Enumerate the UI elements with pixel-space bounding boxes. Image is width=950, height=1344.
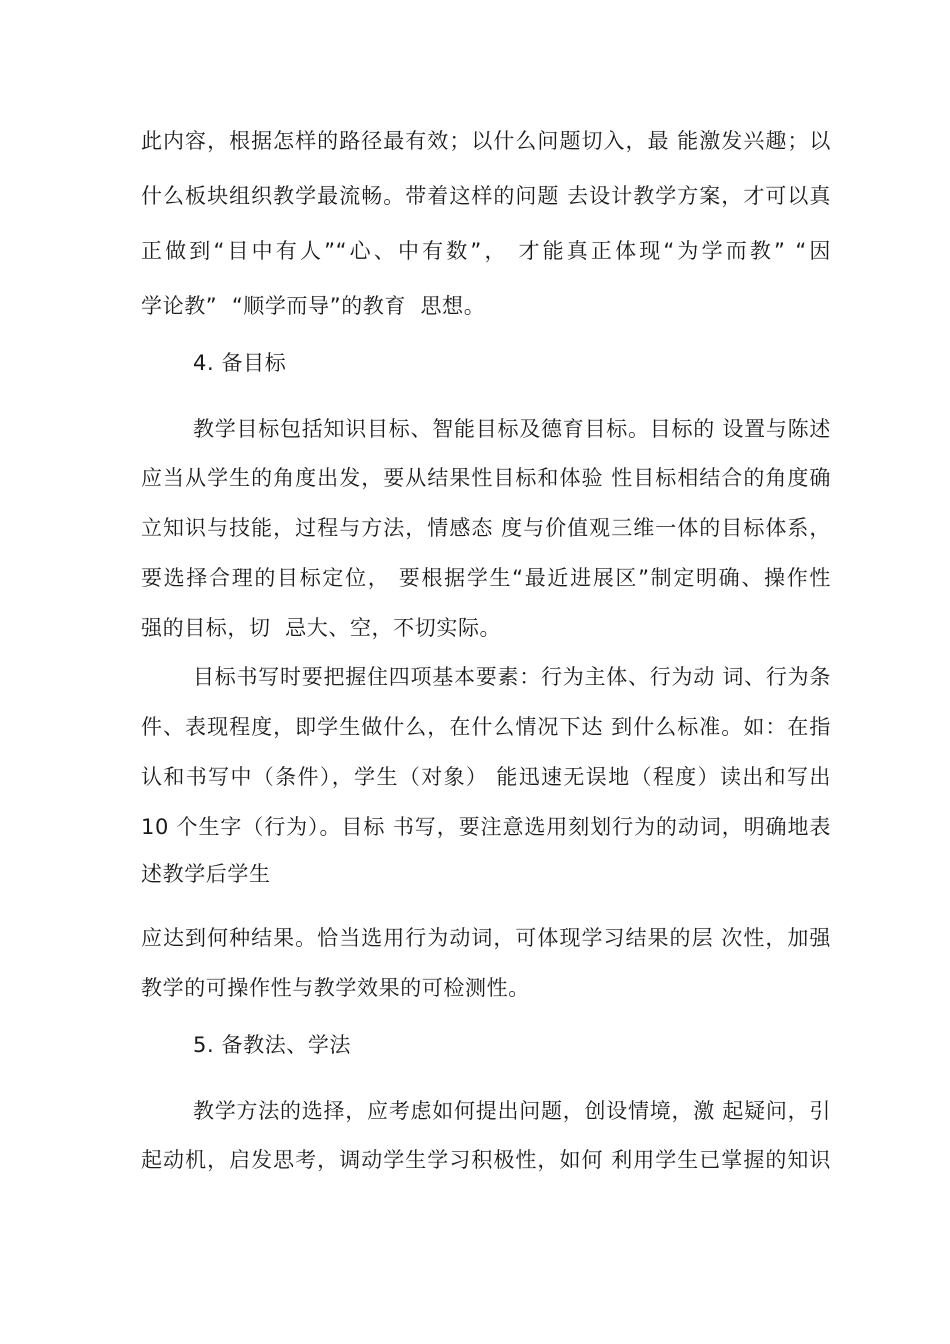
paragraph-1-line-3: 正做到“目中有人”“心、中有数”， 才能真正体现“为学而教” “因	[141, 239, 831, 263]
paragraph-3-line-5: 述教学后学生	[141, 862, 271, 886]
paragraph-2-line-5: 强的目标，切 忌大、空，不切实际。	[141, 616, 502, 640]
paragraph-1-line-1: 此内容，根据怎样的路径最有效；以什么问题切入，最 能激发兴趣；以	[141, 129, 831, 153]
paragraph-3-line-2: 件、表现程度，即学生做什么，在什么情况下达 到什么标准。如：在指	[141, 715, 831, 739]
paragraph-3-line-4: 10 个生字（行为）。目标 书写，要注意选用刻划行为的动词，明确地表	[141, 815, 831, 839]
section-heading-4: 4. 备目标	[193, 351, 287, 375]
paragraph-4-line-2: 教学的可操作性与教学效果的可检测性。	[141, 976, 530, 1000]
paragraph-2-line-3: 立知识与技能，过程与方法，情感态 度与价值观三维一体的目标体系，	[141, 516, 831, 540]
paragraph-3-line-3: 认和书写中（条件），学生（对象） 能迅速无误地（程度）读出和写出	[141, 765, 831, 789]
paragraph-4-line-1: 应达到何种结果。恰当选用行为动词，可体现学习结果的层 次性，加强	[141, 926, 831, 950]
paragraph-5-line-1: 教学方法的选择，应考虑如何提出问题，创设情境，激 起疑问，引	[193, 1099, 831, 1123]
paragraph-5-line-2: 起动机，启发思考，调动学生学习积极性，如何 利用学生已掌握的知识	[141, 1148, 831, 1172]
paragraph-3-line-1: 目标书写时要把握住四项基本要素：行为主体、行为动 词、行为条	[193, 665, 831, 689]
paragraph-1-line-2: 什么板块组织教学最流畅。带着这样的问题 去设计教学方案，才可以真	[141, 184, 831, 208]
section-heading-5: 5. 备教法、学法	[193, 1033, 352, 1057]
paragraph-2-line-4: 要选择合理的目标定位， 要根据学生“最近进展区”制定明确、操作性	[141, 566, 831, 590]
paragraph-1-line-4: 学论教” “顺学而导”的教育 思想。	[141, 294, 486, 318]
paragraph-2-line-2: 应当从学生的角度出发，要从结果性目标和体验 性目标相结合的角度确	[141, 466, 831, 490]
paragraph-2-line-1: 教学目标包括知识目标、智能目标及德育目标。目标的 设置与陈述	[193, 417, 831, 441]
